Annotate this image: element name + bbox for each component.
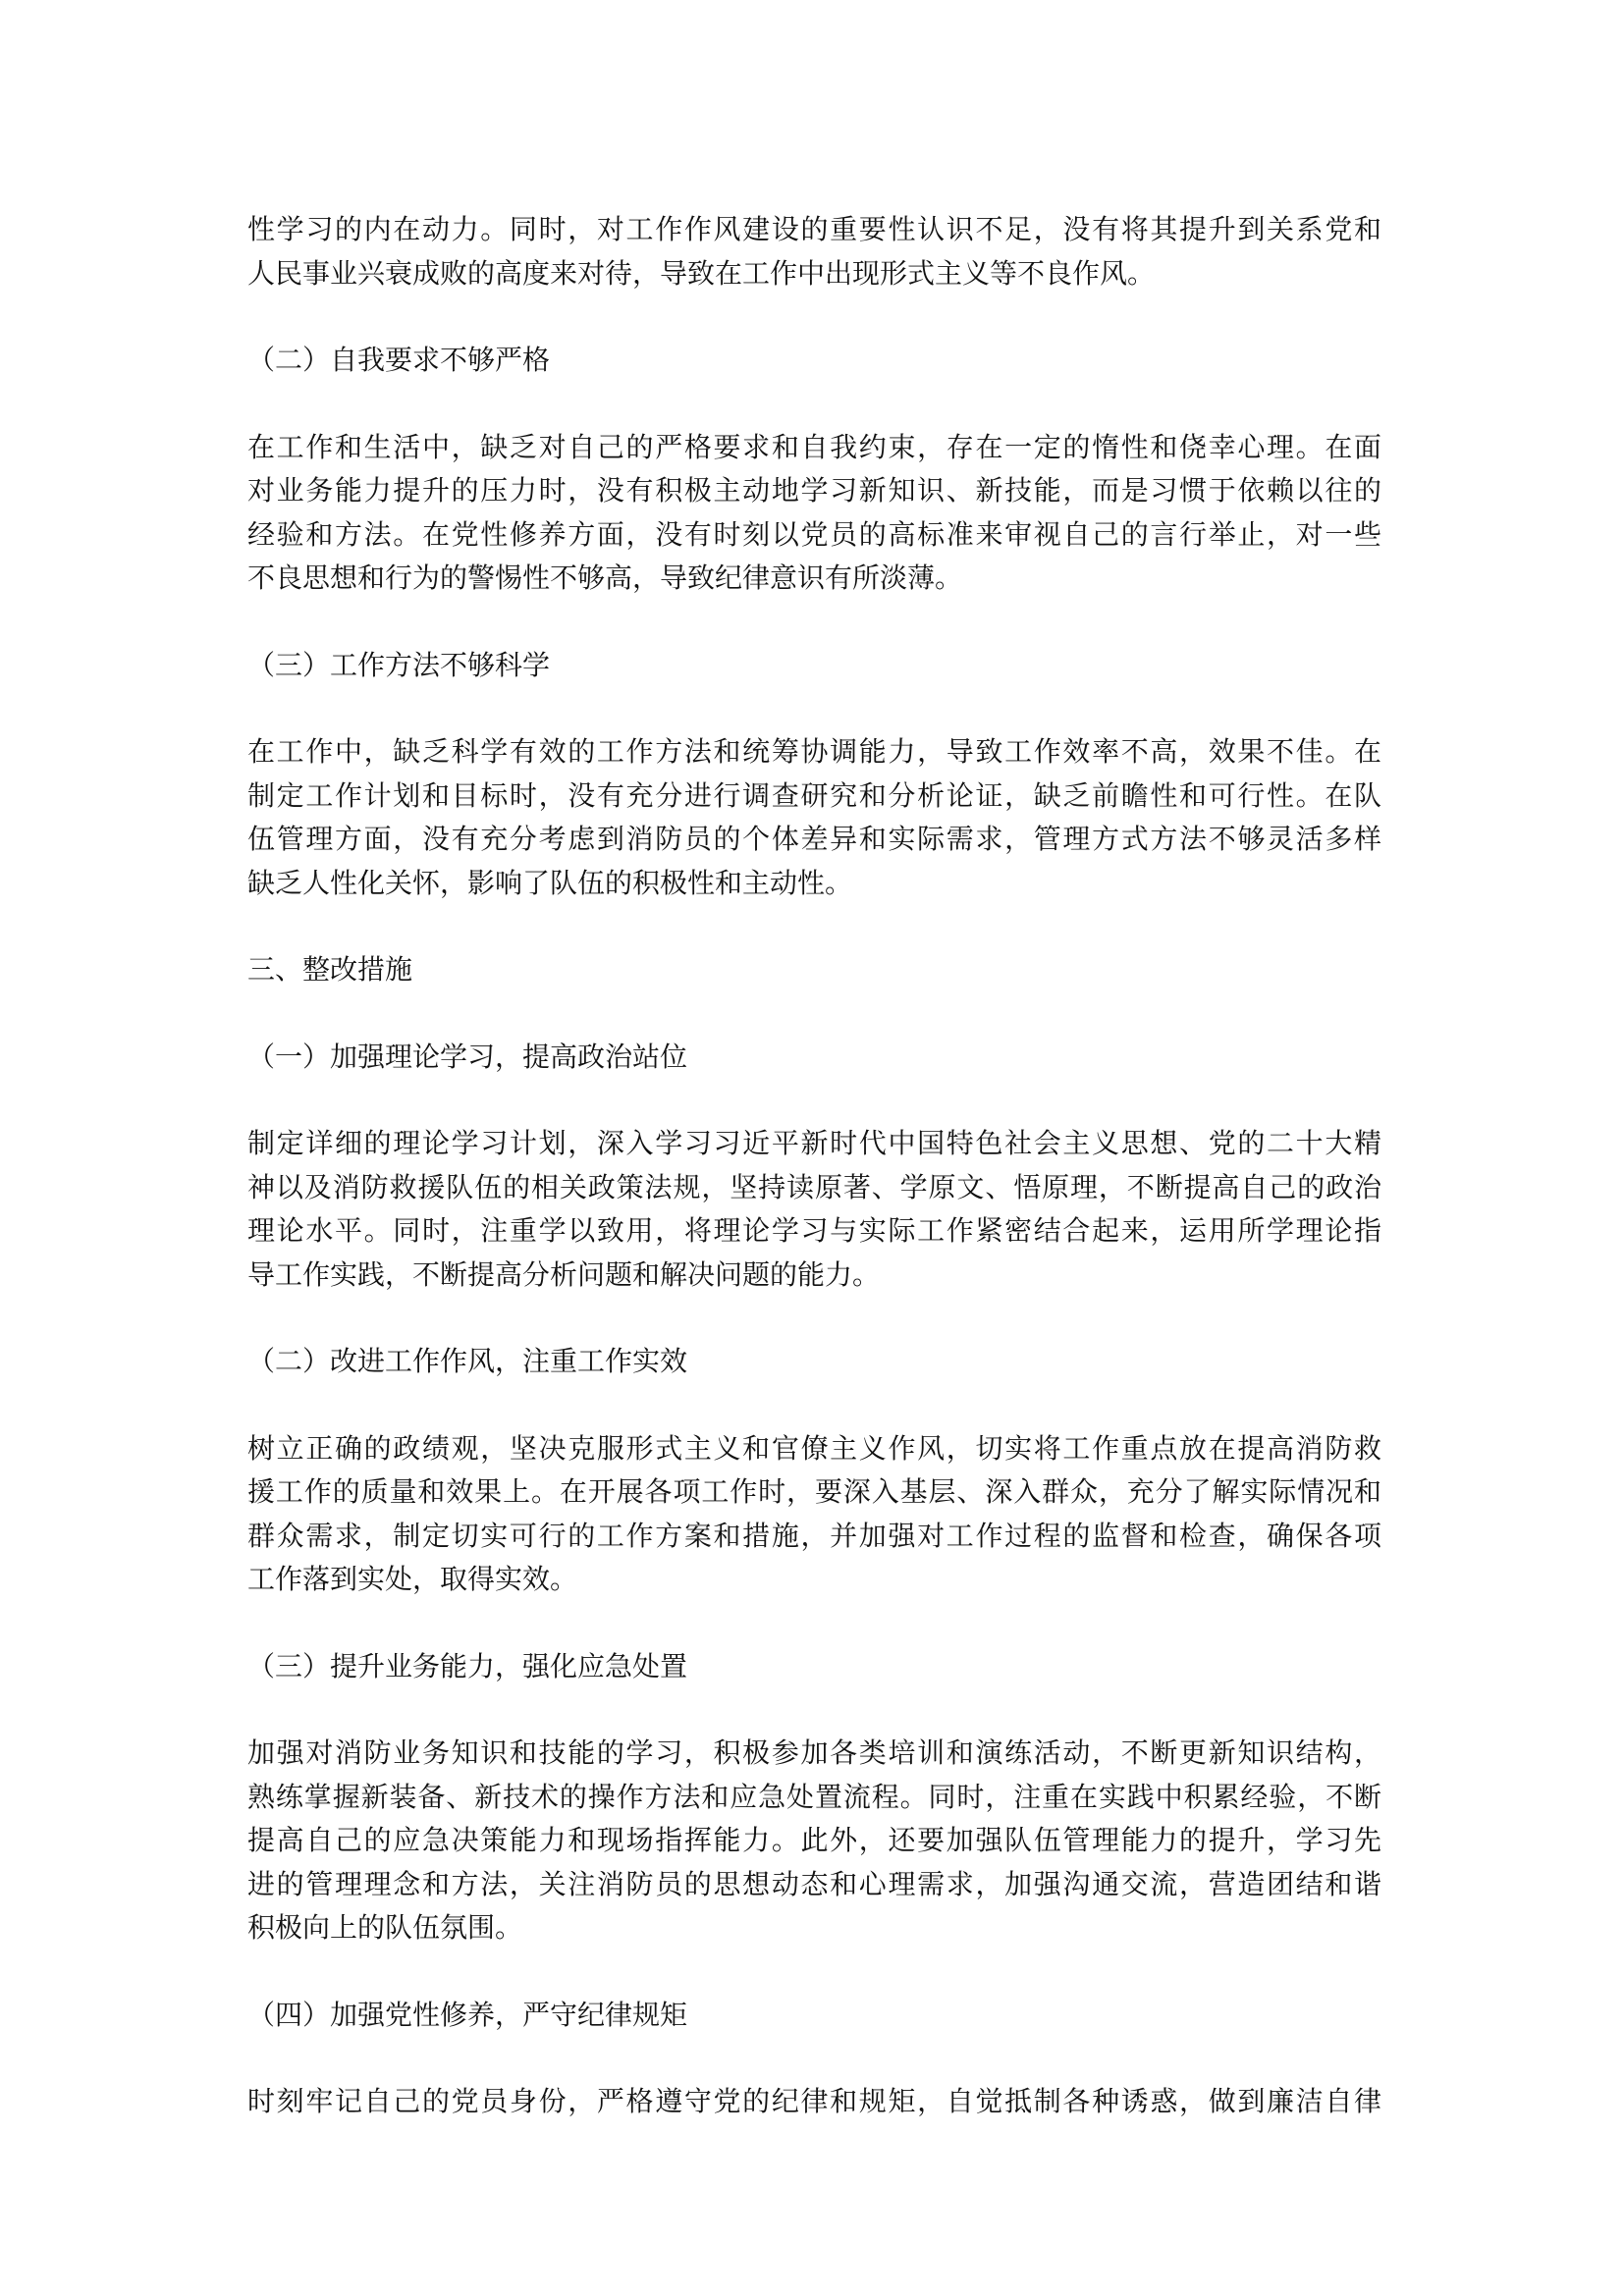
paragraph-work-style: [247, 1427, 1381, 1602]
subheading-party-discipline: （四）加强党性修养，严守纪律规矩: [247, 1998, 688, 2031]
text-line: 制定详细的理论学习计划，深入学习习近平新时代中国特色社会主义思想、党的二十大精: [247, 1127, 1381, 1159]
text-line: 人民事业兴衰成败的高度来对待，导致在工作中出现形式主义等不良作风。: [247, 256, 1156, 290]
text-line: 理论水平。同时，注重学以致用，将理论学习与实际工作紧密结合起来，运用所学理论指: [247, 1214, 1381, 1247]
paragraph-theory-study: [247, 1122, 1381, 1297]
text-line: 在工作中，缺乏科学有效的工作方法和统筹协调能力，导致工作效率不高，效果不佳。在: [247, 735, 1381, 768]
subheading-work-style: （二）改进工作作风，注重工作实效: [247, 1345, 688, 1377]
paragraph-self-discipline: [247, 426, 1381, 601]
paragraph-study-motivation: [247, 208, 1381, 295]
text-line: 熟练掌握新装备、新技术的操作方法和应急处置流程。同时，注重在实践中积累经验，不断: [247, 1780, 1381, 1813]
paragraph-party-discipline: [247, 2080, 1381, 2124]
paragraph-work-methods: [247, 730, 1381, 905]
text-line: 群众需求，制定切实可行的工作方案和措施，并加强对工作过程的监督和检查，确保各项: [247, 1519, 1381, 1552]
text-line: 时刻牢记自己的党员身份，严格遵守党的纪律和规矩，自觉抵制各种诱惑，做到廉洁自律: [247, 2085, 1381, 2117]
text-line: 性学习的内在动力。同时，对工作作风建设的重要性认识不足，没有将其提升到关系党和: [247, 213, 1381, 245]
subheading-theory-study: （一）加强理论学习，提高政治站位: [247, 1040, 688, 1073]
text-line: 对业务能力提升的压力时，没有积极主动地学习新知识、新技能，而是习惯于依赖以往的: [247, 474, 1381, 507]
text-line: 导工作实践，不断提高分析问题和解决问题的能力。: [247, 1257, 881, 1291]
text-line: 提高自己的应急决策能力和现场指挥能力。此外，还要加强队伍管理能力的提升，学习先: [247, 1824, 1381, 1856]
text-line: 伍管理方面，没有充分考虑到消防员的个体差异和实际需求，管理方式方法不够灵活多样: [247, 823, 1381, 855]
text-line: 在工作和生活中，缺乏对自己的严格要求和自我约束，存在一定的惰性和侥幸心理。在面: [247, 430, 1381, 463]
subheading-work-methods: （三）工作方法不够科学: [247, 648, 551, 681]
text-line: 援工作的质量和效果上。在开展各项工作时，要深入基层、深入群众，充分了解实际情况和: [247, 1475, 1381, 1508]
subheading-self-discipline: （二）自我要求不够严格: [247, 344, 551, 376]
document-page: [247, 208, 1381, 2167]
section-heading-rectification: 三、整改措施: [247, 953, 413, 986]
text-line: 工作落到实处，取得实效。: [247, 1563, 578, 1595]
text-line: 神以及消防救援队伍的相关政策法规，坚持读原著、学原文、悟原理，不断提高自己的政治: [247, 1170, 1381, 1203]
text-line: 经验和方法。在党性修养方面，没有时刻以党员的高标准来审视自己的言行举止，对一些: [247, 517, 1381, 551]
paragraph-emergency-response: [247, 1732, 1381, 1950]
text-line: 加强对消防业务知识和技能的学习，积极参加各类培训和演练活动，不断更新知识结构，: [247, 1736, 1381, 1769]
text-line: 积极向上的队伍氛围。: [247, 1911, 523, 1944]
text-line: 树立正确的政绩观，坚决克服形式主义和官僚主义作风，切实将工作重点放在提高消防救: [247, 1431, 1381, 1465]
subheading-emergency-response: （三）提升业务能力，强化应急处置: [247, 1649, 688, 1682]
text-line: 缺乏人性化关怀，影响了队伍的积极性和主动性。: [247, 866, 853, 899]
text-line: 进的管理理念和方法，关注消防员的思想动态和心理需求，加强沟通交流，营造团结和谐: [247, 1867, 1381, 1900]
text-line: 制定工作计划和目标时，没有充分进行调查研究和分析论证，缺乏前瞻性和可行性。在队: [247, 778, 1381, 812]
text-line: 不良思想和行为的警惕性不够高，导致纪律意识有所淡薄。: [247, 561, 963, 594]
